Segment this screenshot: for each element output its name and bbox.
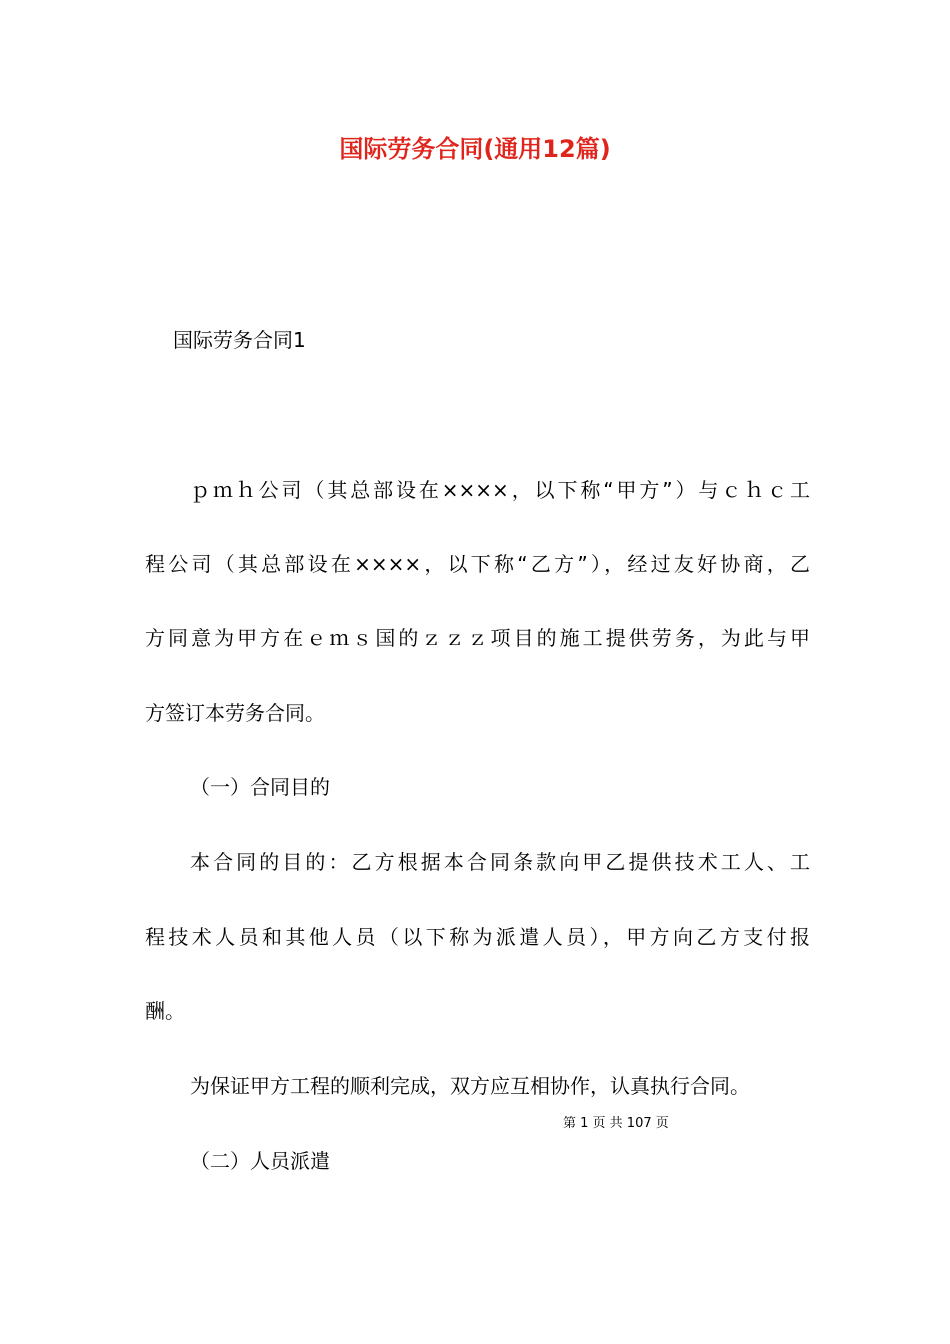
paragraph-line: ｐｍｈ公司（其总部设在××××，以下称“甲方”）与ｃｈｃ工 <box>190 478 810 502</box>
section-heading-dispatch: （二）人员派遣 <box>190 1149 330 1173</box>
document-title: 国际劳务合同(通用12篇) <box>339 135 611 163</box>
paragraph-line: 为保证甲方工程的顺利完成，双方应互相协作，认真执行合同。 <box>190 1074 750 1098</box>
section-subtitle: 国际劳务合同1 <box>173 328 306 352</box>
paragraph-line: 本合同的目的：乙方根据本合同条款向甲乙提供技术工人、工 <box>190 850 810 874</box>
page-footer: 第 1 页 共 107 页 <box>563 1116 669 1131</box>
paragraph-line: 程公司（其总部设在××××，以下称“乙方”），经过友好协商，乙 <box>145 552 810 576</box>
paragraph-line: 酬。 <box>145 999 185 1023</box>
paragraph-line: 方签订本劳务合同。 <box>145 701 325 725</box>
paragraph-line: 方同意为甲方在ｅｍｓ国的ｚｚｚ项目的施工提供劳务，为此与甲 <box>145 626 810 650</box>
paragraph-line: 程技术人员和其他人员（以下称为派遣人员），甲方向乙方支付报 <box>145 925 810 949</box>
section-heading-purpose: （一）合同目的 <box>190 775 330 799</box>
